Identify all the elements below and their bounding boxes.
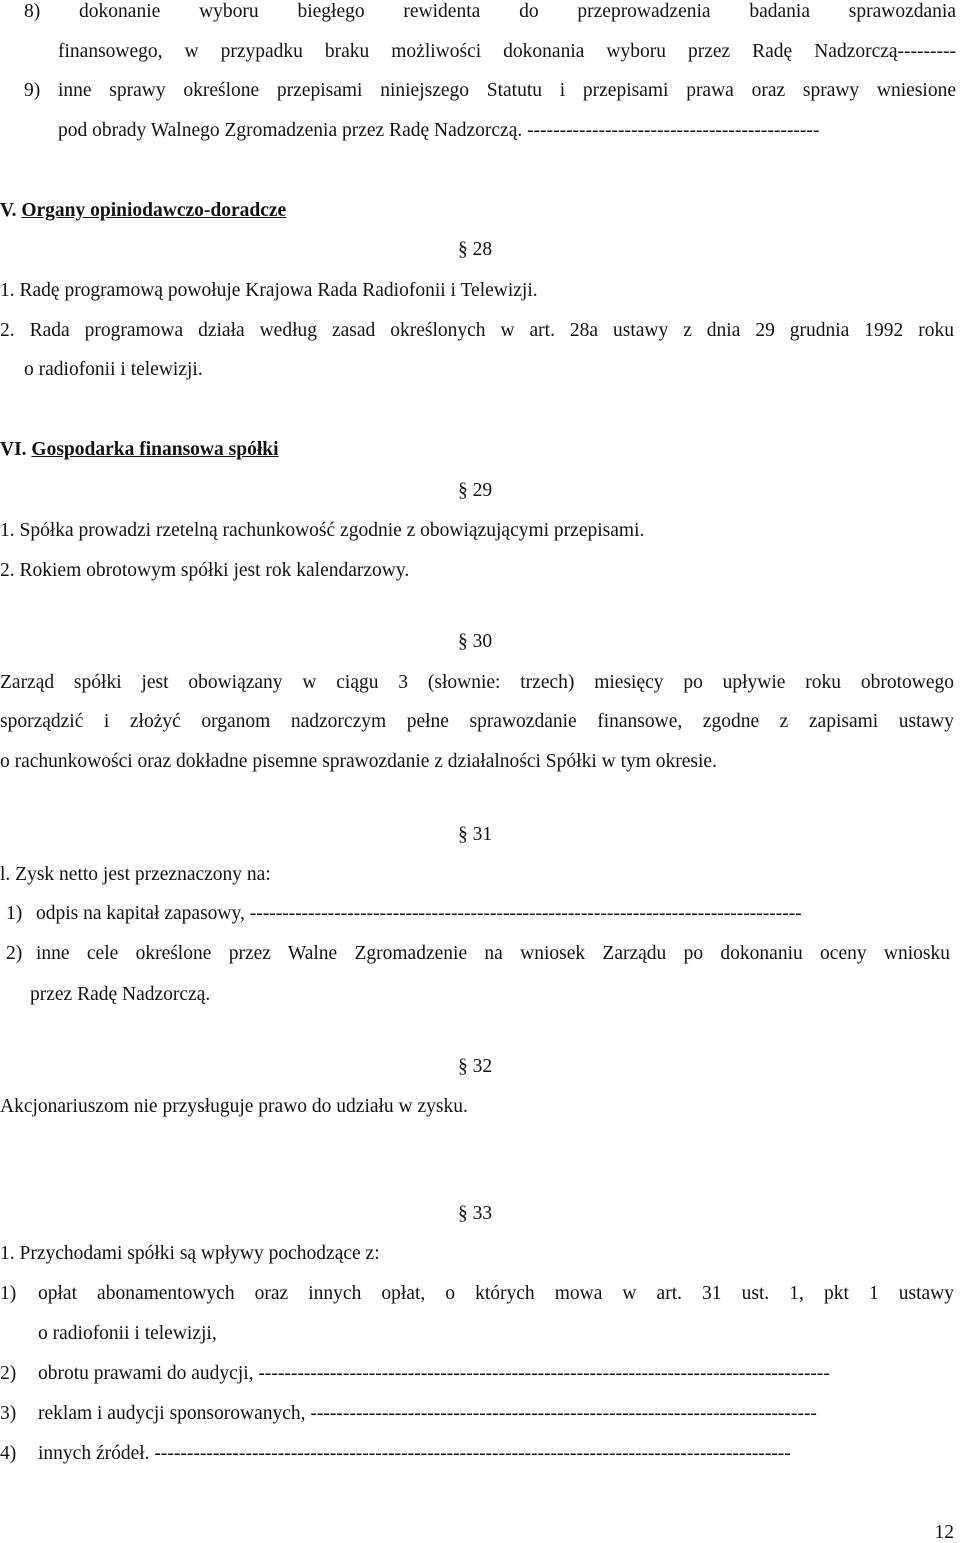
s30-line-1: Zarząd spółki jest obowiązany w ciągu 3 (słownie: trzech) miesięcy po upływie roku obrotowego [0, 672, 954, 693]
chapter-v-heading [0, 199, 960, 223]
list-label: 1) [6, 903, 23, 924]
chapter-v-title: Organy opiniodawczo-doradcze [21, 200, 287, 221]
section-symbol-icon: § [458, 1056, 468, 1077]
item-8-line-2: finansowego, w przypadku braku możliwości dokonania wyboru przez Radę Nadzorczą--------- [58, 41, 956, 62]
section-symbol-icon: § [458, 239, 468, 260]
section-number: 33 [472, 1203, 493, 1224]
list-text: inne cele określone przez Walne Zgromadzenie na wniosek Zarządu po dokonaniu oceny wniosku [36, 943, 950, 964]
s29-point-1: 1. Spółka prowadzi rzetelną rachunkowość zgodnie z obowiązującymi przepisami. [0, 520, 645, 541]
s28-point-2-line-2: o radiofonii i telewizji. [24, 359, 203, 380]
s30-line-2: sporządzić i złożyć organom nadzorczym pełne sprawozdanie finansowe, zgodne z zapisami ustawy [0, 711, 954, 732]
section-number: 32 [472, 1056, 493, 1077]
s31-item-2-line-2: przez Radę Nadzorczą. [30, 984, 211, 1005]
list-label: 1) [0, 1283, 17, 1304]
list-label: 3) [0, 1403, 17, 1424]
s28-point-1: 1. Radę programową powołuje Krajowa Rada Radiofonii i Telewizji. [0, 280, 538, 301]
section-33-heading [458, 1202, 492, 1226]
chapter-vi-title: Gospodarka finansowa spółki [31, 439, 279, 460]
chapter-v-number: V. [0, 200, 17, 221]
section-number: 29 [472, 480, 493, 501]
s28-point-2-line-1: 2. Rada programowa działa według zasad określonych w art. 28a ustawy z dnia 29 grudnia 1992 roku [0, 320, 954, 341]
section-32-heading [458, 1055, 492, 1079]
section-number: 28 [472, 239, 493, 260]
list-text: innych źródeł. -------------------------------------------------------------------------------------------------- [38, 1443, 791, 1464]
list-label: 2) [6, 943, 23, 964]
section-30-heading [458, 630, 492, 654]
item-9-line-2: pod obrady Walnego Zgromadzenia przez Radę Nadzorczą. --------------------------------------------- [58, 120, 820, 141]
list-label: 2) [0, 1363, 17, 1384]
list-text: reklam i audycji sponsorowanych, ------------------------------------------------------------------------------ [38, 1403, 817, 1424]
list-label: 4) [0, 1443, 17, 1464]
section-28-heading [458, 238, 492, 262]
s30-line-3: o rachunkowości oraz dokładne pisemne sprawozdanie z działalności Spółki w tym okresie. [0, 751, 717, 772]
section-number: 31 [472, 824, 493, 845]
item-8-line-1: 8) dokonanie wyboru biegłego rewidenta do przeprowadzenia badania sprawozdania [24, 1, 956, 22]
section-number: 30 [472, 631, 493, 652]
page-number: 12 [934, 1522, 954, 1543]
item-9-line-1: 9) inne sprawy określone przepisami niniejszego Statutu i przepisami prawa oraz sprawy wniesione [24, 80, 956, 101]
s32-text: Akcjonariuszom nie przysługuje prawo do udziału w zysku. [0, 1096, 468, 1117]
chapter-vi-number: VI. [0, 439, 27, 460]
s33-point-1: 1. Przychodami spółki są wpływy pochodzące z: [0, 1243, 380, 1264]
section-symbol-icon: § [458, 824, 468, 845]
list-text: opłat abonamentowych oraz innych opłat, o których mowa w art. 31 ust. 1, pkt 1 ustawy [38, 1283, 954, 1304]
section-29-heading [458, 479, 492, 503]
list-text: obrotu prawami do audycji, ---------------------------------------------------------------------------------------- [38, 1363, 830, 1384]
chapter-vi-heading [0, 438, 960, 462]
s31-point-1: l. Zysk netto jest przeznaczony na: [0, 864, 271, 885]
s33-item-1-line-2: o radiofonii i telewizji, [38, 1323, 217, 1344]
section-symbol-icon: § [458, 480, 468, 501]
list-text: odpis na kapitał zapasowy, ------------------------------------------------------------------------------------- [36, 903, 802, 924]
section-symbol-icon: § [458, 631, 468, 652]
section-31-heading [458, 823, 492, 847]
s29-point-2: 2. Rokiem obrotowym spółki jest rok kalendarzowy. [0, 560, 410, 581]
section-symbol-icon: § [458, 1203, 468, 1224]
